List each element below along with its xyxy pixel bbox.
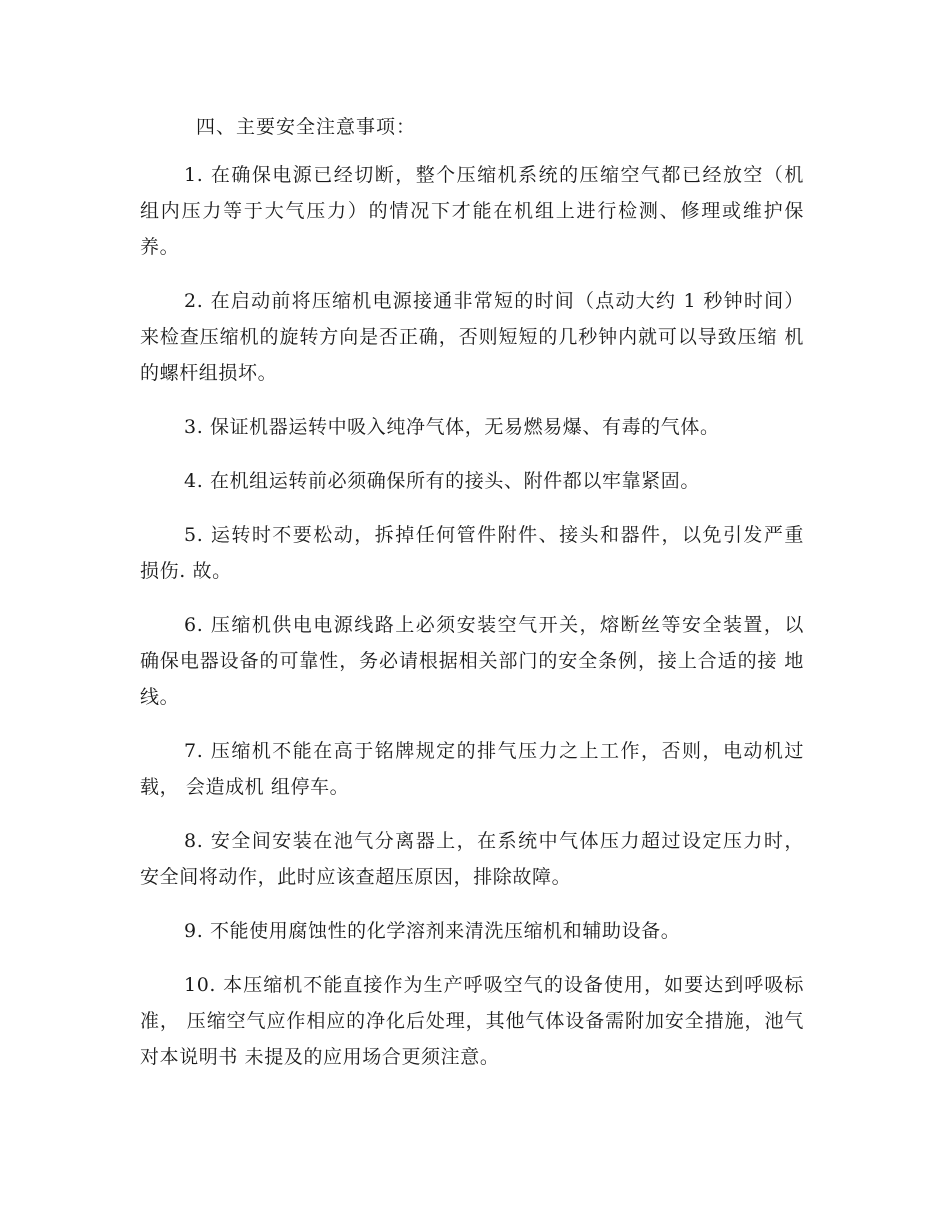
list-item-2: 2. 在启动前将压缩机电源接通非常短的时间（点动大约 1 秒钟时间） 来检查压缩机的旋转方向是否正确，否则短短的几秒钟内就可以导致压缩 机的螺杆组损坏。	[140, 290, 804, 384]
list-item-5: 5. 运转时不要松动，拆掉任何管件附件、接头和器件，以免引发严重 损伤. 故。	[140, 524, 804, 582]
list-item-4: 4. 在机组运转前必须确保所有的接头、附件都以牢靠紧固。	[184, 470, 700, 492]
list-item-8: 8. 安全间安装在池气分离器上，在系统中气体压力超过设定压力时， 安全间将动作，此时应该查超压原因，排除故障。	[140, 830, 804, 888]
list-item-7: 7. 压缩机不能在高于铭牌规定的排气压力之上工作，否则，电动机过载， 会造成机 组停车。	[140, 740, 804, 798]
section-heading: 四、主要安全注意事项：	[196, 116, 417, 138]
list-item-1: 1. 在确保电源已经切断，整个压缩机系统的压缩空气都已经放空（机 组内压力等于大气压力）的情况下才能在机组上进行检测、修理或维护保养。	[140, 164, 804, 258]
list-item-9: 9. 不能使用腐蚀性的化学溶剂来清洗压缩机和辅助设备。	[184, 920, 681, 942]
list-item-3: 3. 保证机器运转中吸入纯净气体，无易燃易爆、有毒的气体。	[184, 416, 720, 438]
list-item-10: 10. 本压缩机不能直接作为生产呼吸空气的设备使用，如要达到呼吸标准， 压缩空气应作相应的净化后处理，其他气体设备需附加安全措施，池气对本说明书 未提及的应用场合更须注意。	[140, 974, 804, 1068]
list-item-6: 6. 压缩机供电电源线路上必须安装空气开关，熔断丝等安全装置，以 确保电器设备的可靠性，务必请根据相关部门的安全条例，接上合适的接 地线。	[140, 614, 804, 708]
document-page	[140, 112, 804, 1093]
